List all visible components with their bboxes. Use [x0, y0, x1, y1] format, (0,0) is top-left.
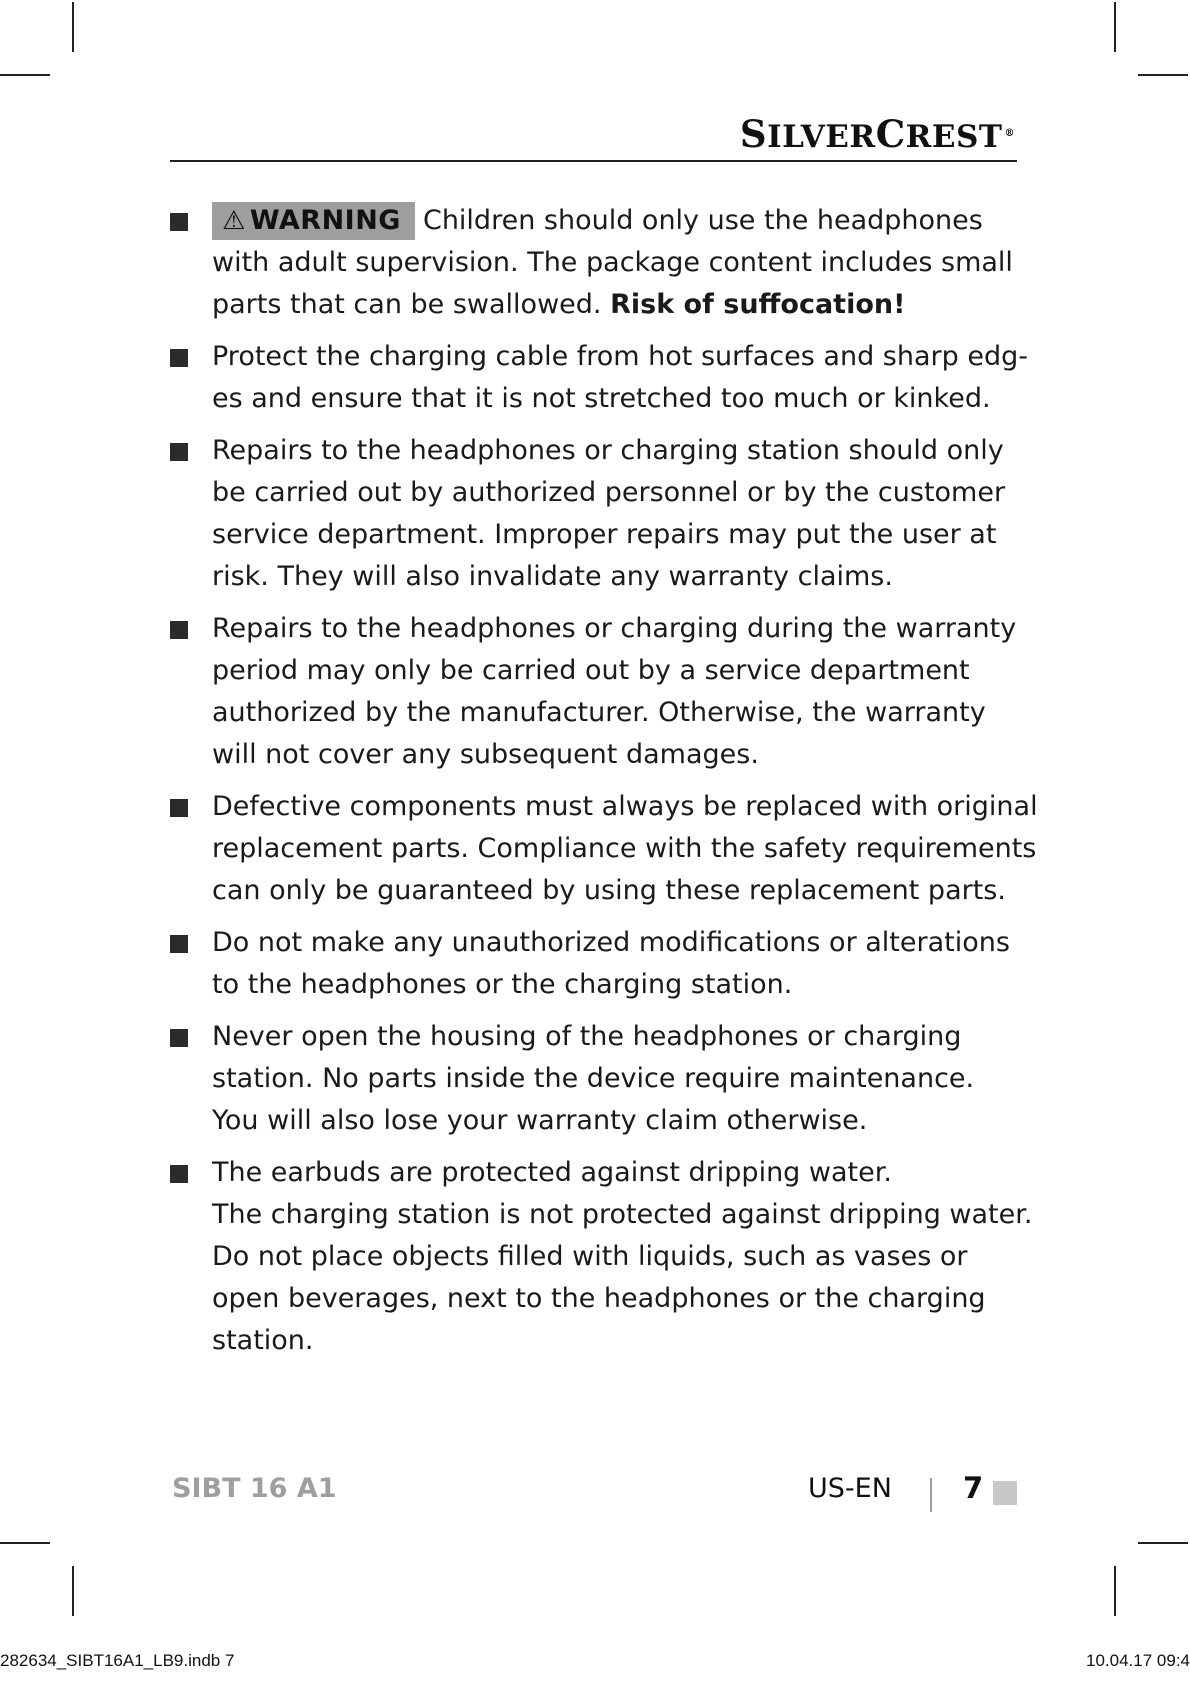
crop-mark-bottom-left-horizontal: [0, 1542, 50, 1544]
model-number: SIBT 16 A1: [172, 1473, 337, 1504]
crop-mark-bottom-right-vertical: [1114, 1566, 1116, 1616]
item-line: can only be guaranteed by using these replacement parts.: [212, 875, 1006, 906]
item-line: open beverages, next to the headphones or the charging: [212, 1283, 986, 1314]
list-item: [170, 200, 1020, 326]
brand-logo: [740, 112, 1015, 156]
page-number: 7: [963, 1471, 984, 1505]
warning-badge: [212, 202, 415, 240]
item-line: risk. They will also invalidate any warranty claims.: [212, 561, 893, 592]
crop-mark-top-right-vertical: [1114, 2, 1116, 52]
list-item: [170, 1152, 1033, 1362]
crop-mark-bottom-right-horizontal: [1138, 1542, 1188, 1544]
item-line: parts that can be swallowed. Risk of suffocation!: [212, 289, 906, 320]
item-line: Never open the housing of the headphones or charging: [212, 1021, 962, 1052]
item-line: station.: [212, 1325, 314, 1356]
item-line: with adult supervision. The package content includes small: [212, 247, 1013, 278]
bullet-square: [170, 1029, 188, 1047]
item-line: Do not place objects filled with liquids, such as vases or: [212, 1241, 968, 1272]
item-line: Defective components must always be replaced with original: [212, 791, 1038, 822]
header-rule: [170, 160, 1017, 162]
item-line: You will also lose your warranty claim otherwise.: [212, 1105, 868, 1136]
print-slug-filename: 282634_SIBT16A1_LB9.indb 7: [0, 1651, 235, 1670]
list-item: [170, 922, 1020, 1006]
language-code: US-EN: [808, 1473, 892, 1504]
item-line: The earbuds are protected against dripping water.: [212, 1157, 892, 1188]
print-slug-date: 10.04.17 09:4: [1086, 1651, 1190, 1670]
bullet-square: [170, 443, 188, 461]
list-item: [170, 608, 1020, 776]
brand-logo-initial-1: S: [739, 112, 768, 156]
crop-mark-bottom-left-vertical: [72, 1566, 74, 1616]
item-line: The charging station is not protected against dripping water.: [212, 1199, 1033, 1230]
item-line: Repairs to the headphones or charging station should only: [212, 435, 1004, 466]
warning-label: WARNING: [249, 205, 401, 236]
item-line: Do not make any unauthorized modifications or alterations: [212, 927, 1010, 958]
brand-logo-initial-2: C: [875, 112, 906, 156]
item-line: replacement parts. Compliance with the safety requirements: [212, 833, 1037, 864]
bullet-square: [170, 349, 188, 367]
risk-emphasis: Risk of suffocation!: [610, 289, 906, 320]
brand-logo-text-2: REST: [905, 119, 1003, 155]
brand-logo-text-1: ILVER: [767, 119, 876, 155]
list-item: [170, 430, 1020, 598]
footer-separator: [930, 1478, 932, 1512]
bullet-square: [170, 621, 188, 639]
list-item: [170, 1016, 1020, 1142]
bullet-square: [170, 935, 188, 953]
item-line: es and ensure that it is not stretched too much or kinked.: [212, 383, 991, 414]
item-line: service department. Improper repairs may put the user at: [212, 519, 997, 550]
list-item: [170, 786, 1038, 912]
bullet-square: [170, 799, 188, 817]
bullet-square: [170, 213, 188, 231]
item-line: authorized by the manufacturer. Otherwise, the warranty: [212, 697, 986, 728]
list-item: [170, 336, 1028, 420]
page-marker-square: [993, 1481, 1017, 1505]
item-line: station. No parts inside the device require maintenance.: [212, 1063, 975, 1094]
crop-mark-top-left-vertical: [72, 2, 74, 52]
item-line: to the headphones or the charging station.: [212, 969, 793, 1000]
crop-mark-top-left-horizontal: [0, 74, 50, 76]
item-line: will not cover any subsequent damages.: [212, 739, 759, 770]
item-line: period may only be carried out by a service department: [212, 655, 970, 686]
registered-mark: ®: [1004, 127, 1015, 139]
item-line: Repairs to the headphones or charging during the warranty: [212, 613, 1017, 644]
item-line: ⚠ WARNING Children should only use the headphones: [212, 200, 1020, 242]
crop-mark-top-right-horizontal: [1138, 74, 1188, 76]
item-line: be carried out by authorized personnel or by the customer: [212, 477, 1006, 508]
safety-instructions-list: [170, 200, 1038, 1372]
warning-triangle-icon: ⚠: [222, 206, 246, 236]
item-line: Protect the charging cable from hot surfaces and sharp edg-: [212, 341, 1028, 372]
bullet-square: [170, 1165, 188, 1183]
